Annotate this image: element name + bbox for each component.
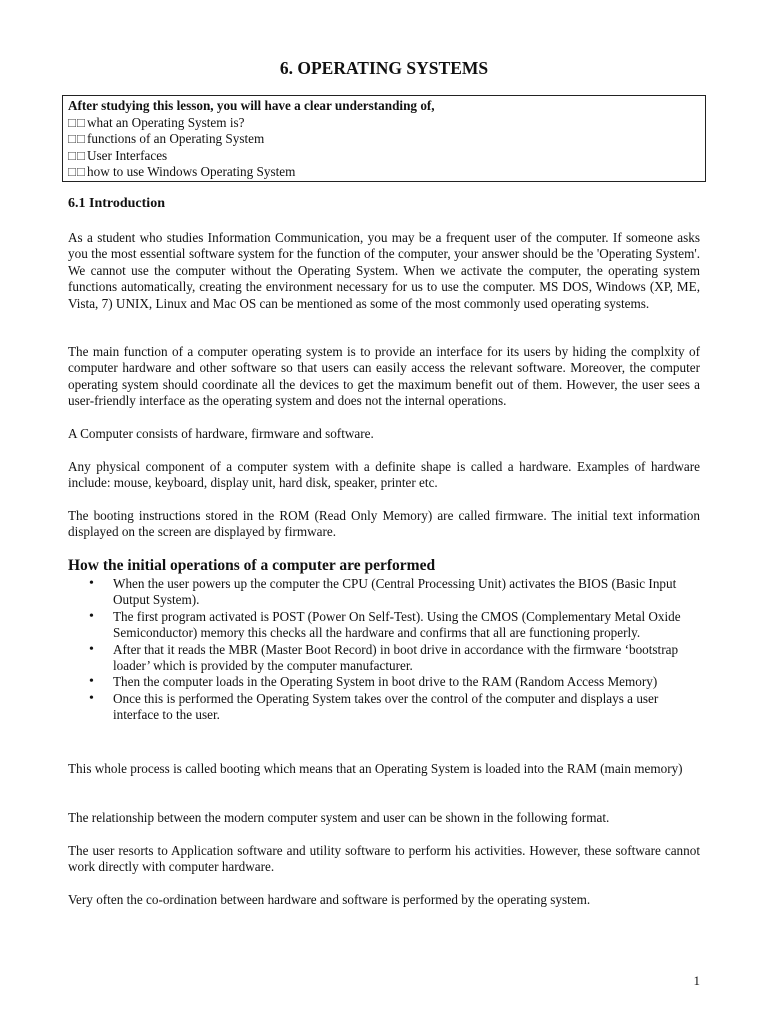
paragraph: A Computer consists of hardware, firmware and software.	[68, 426, 374, 441]
missing-glyph-icon: □□	[68, 147, 86, 163]
paragraph: Very often the co-ordination between hardware and software is performed by the operating system.	[68, 892, 591, 907]
missing-glyph-icon: □□	[68, 164, 86, 180]
list-item: • The first program activated is POST (Power On Self-Test). Using the CMOS (Complementary Metal Oxide Semiconductor) memory this checks all the hardware and confirms that all are functioning properly.	[68, 609, 700, 642]
page-title: 6. OPERATING SYSTEMS	[279, 58, 489, 78]
paragraph: As a student who studies Information Communication, you may be a frequent user of the computer. If someone asks you the most essential software system for the function of the computer, your answer should be the 'Operating System'. We cannot use the computer without the Operating System. When we activate the computer, the operating system functions automatically, creating the environment necessary for us to use the computer. MS DOS, Windows (XP, ME, Vista, 7) UNIX, Linux and Mac OS can be mentioned as some of the most commonly used operating systems.	[68, 230, 700, 311]
list-item: • When the user powers up the computer the CPU (Central Processing Unit) activates the BIOS (Basic Input Output System).	[68, 576, 700, 609]
list-item: • Then the computer loads in the Operating System in boot drive to the RAM (Random Access Memory)	[68, 674, 700, 690]
objectives-lead: After studying this lesson, you will have a clear understanding of,	[68, 98, 435, 113]
paragraph: The main function of a computer operating system is to provide an interface for its users by hiding the complxity of computer hardware and other software so that users can easily access the relevant software. Moreover, the computer operating system should coordinate all the devices to get the maximum benefit out of them. However, the user sees a user-friendly interface as the operating system and does not the internal operations.	[68, 344, 700, 409]
paragraph: The relationship between the modern computer system and user can be shown in the following format.	[68, 810, 610, 825]
learning-objectives-box	[62, 95, 706, 182]
objective-item: □□functions of an Operating System	[68, 131, 265, 147]
paragraph: The user resorts to Application software and utility software to perform his activities. However, these software cannot work directly with computer hardware.	[68, 843, 700, 875]
boot-steps-list	[68, 576, 700, 724]
section-heading-introduction: 6.1 Introduction	[68, 196, 165, 211]
objective-item: □□User Interfaces	[68, 147, 168, 163]
page-number: 1	[693, 973, 700, 988]
section-heading-boot-process: How the initial operations of a computer are performed	[68, 557, 436, 574]
objective-item: □□what an Operating System is?	[68, 114, 245, 130]
list-item: • After that it reads the MBR (Master Boot Record) in boot drive in accordance with the firmware ‘bootstrap loader’ which is provided by the computer manufacturer.	[68, 642, 700, 675]
list-item: • Once this is performed the Operating System takes over the control of the computer and displays a user interface to the user.	[68, 691, 700, 724]
objective-item: □□how to use Windows Operating System	[68, 164, 296, 180]
paragraph: This whole process is called booting which means that an Operating System is loaded into the RAM (main memory)	[68, 761, 683, 776]
missing-glyph-icon: □□	[68, 114, 86, 130]
paragraph: Any physical component of a computer system with a definite shape is called a hardware. Examples of hardware include: mouse, keyboard, display unit, hard disk, speaker, printer etc.	[68, 459, 700, 491]
missing-glyph-icon: □□	[68, 131, 86, 147]
paragraph: The booting instructions stored in the ROM (Read Only Memory) are called firmware. The initial text information displayed on the screen are displayed by firmware.	[68, 508, 700, 540]
